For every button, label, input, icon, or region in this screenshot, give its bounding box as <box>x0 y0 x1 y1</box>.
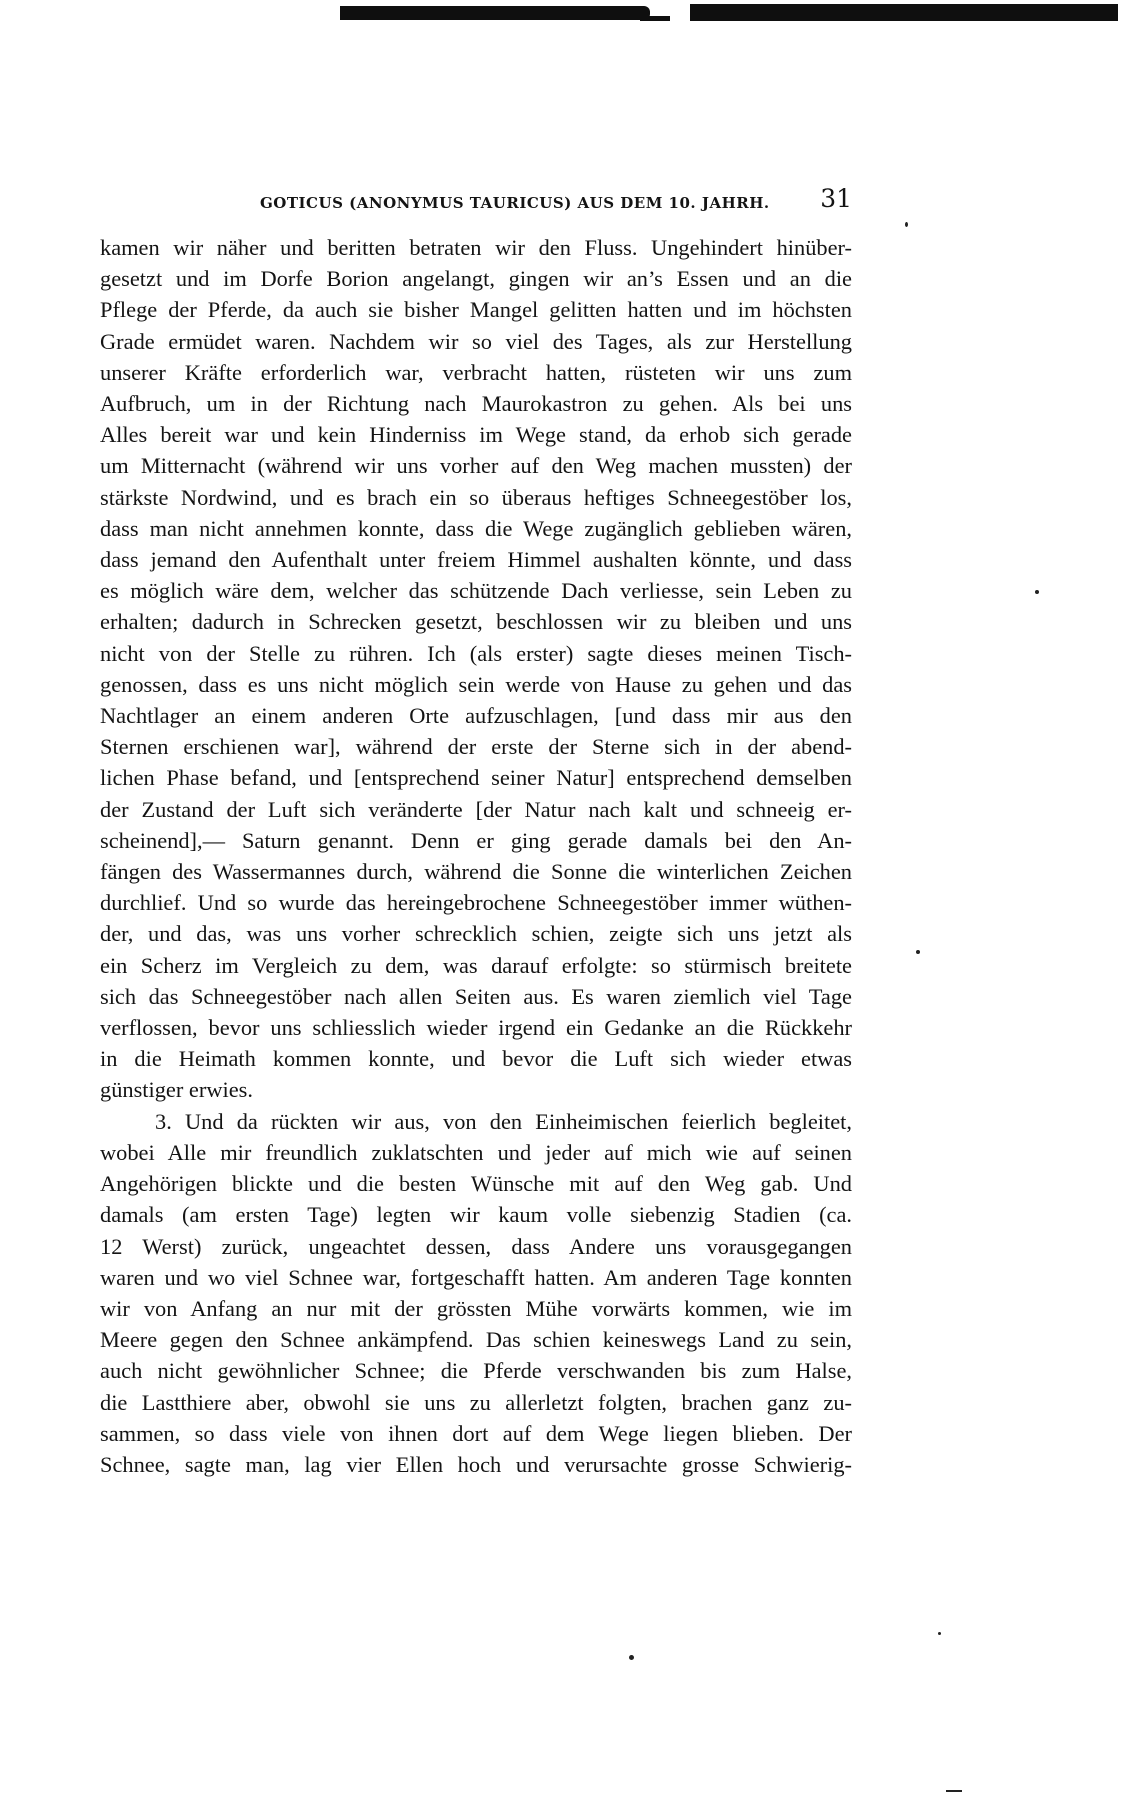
text-line: Angehörigen blickte und die besten Wünsche mit auf den Weg gab. Und <box>100 1171 852 1197</box>
text-line: scheinend],— Saturn genannt. Denn er ging gerade damals bei den An- <box>100 827 852 853</box>
text-line: nicht von der Stelle zu rühren. Ich (als erster) sagte dieses meinen Tisch- <box>100 640 852 666</box>
text-line: durchlief. Und so wurde das hereingebrochene Schneegestöber immer wüthen- <box>100 890 852 916</box>
text-line: damals (am ersten Tage) legten wir kaum volle siebenzig Stadien (ca. <box>100 1202 852 1228</box>
scan-speck <box>629 1655 634 1660</box>
text-line: genossen, dass es uns nicht möglich sein werde von Hause zu gehen und das <box>100 671 852 697</box>
text-line: Aufbruch, um in der Richtung nach Maurokastron zu gehen. Als bei uns <box>100 391 852 417</box>
text-line: Grade ermüdet waren. Nachdem wir so viel des Tages, als zur Herstellung <box>100 328 852 354</box>
text-line: lichen Phase befand, und [entsprechend seiner Natur] entsprechend demselben <box>100 765 852 791</box>
text-line: günstiger erwies. <box>100 1077 253 1103</box>
text-line: wir von Anfang an nur mit der grössten Mühe vorwärts kommen, wie im <box>100 1295 852 1321</box>
text-line: Meere gegen den Schnee ankämpfend. Das schien keineswegs Land zu sein, <box>100 1327 852 1353</box>
text-line: 3. Und da rückten wir aus, von den Einheimischen feierlich begleitet, <box>155 1108 852 1134</box>
text-line: auch nicht gewöhnlicher Schnee; die Pferde verschwanden bis zum Halse, <box>100 1358 852 1384</box>
text-line: Sternen erschienen war], während der erste der Sterne sich in der abend- <box>100 734 852 760</box>
text-line: gesetzt und im Dorfe Borion angelangt, gingen wir an’s Essen und an die <box>100 266 852 292</box>
text-line: es möglich wäre dem, welcher das schützende Dach verliesse, sein Leben zu <box>100 578 852 604</box>
text-line: stärkste Nordwind, und es brach ein so überaus heftiges Schneegestöber los, <box>100 484 852 510</box>
scan-speck <box>905 222 908 227</box>
page-number: 31 <box>820 184 852 213</box>
text-line: in die Heimath kommen konnte, und bevor die Luft sich wieder etwas <box>100 1046 852 1072</box>
text-line: dass jemand den Aufenthalt unter freiem Himmel aushalten könnte, und dass <box>100 547 852 573</box>
text-line: waren und wo viel Schnee war, fortgeschafft hatten. Am anderen Tage konnten <box>100 1264 852 1290</box>
scan-edge-artifact-mid <box>640 16 670 21</box>
running-head: GOTICUS (ANONYMUS TAURICUS) AUS DEM 10. JAHRH. <box>260 194 770 212</box>
body-text <box>100 232 852 1480</box>
text-line: erhalten; dadurch in Schrecken gesetzt, beschlossen wir zu bleiben und uns <box>100 609 852 635</box>
text-line: 12 Werst) zurück, ungeachtet dessen, dass Andere uns vorausgegangen <box>100 1233 852 1259</box>
text-line: der, und das, was uns vorher schrecklich schien, zeigte sich uns jetzt als <box>100 921 852 947</box>
scan-speck <box>1035 590 1039 594</box>
text-line: Pflege der Pferde, da auch sie bisher Mangel gelitten hatten und im höchsten <box>100 297 852 323</box>
text-line: um Mitternacht (während wir uns vorher auf den Weg machen mussten) der <box>100 453 852 479</box>
text-line: Nachtlager an einem anderen Orte aufzuschlagen, [und dass mir aus den <box>100 703 852 729</box>
scan-speck <box>916 950 920 954</box>
scan-speck <box>938 1632 941 1635</box>
text-line: die Lastthiere aber, obwohl sie uns zu allerletzt folgten, brachen ganz zu- <box>100 1389 852 1415</box>
text-line: Alles bereit war und kein Hinderniss im Wege stand, da erhob sich gerade <box>100 422 852 448</box>
text-line: sammen, so dass viele von ihnen dort auf dem Wege liegen blieben. Der <box>100 1420 852 1446</box>
text-line: fängen des Wassermannes durch, während die Sonne die winterlichen Zeichen <box>100 859 852 885</box>
text-line: Schnee, sagte man, lag vier Ellen hoch und verursachte grosse Schwierig- <box>100 1451 852 1477</box>
text-line: verflossen, bevor uns schliesslich wieder irgend ein Gedanke an die Rückkehr <box>100 1015 852 1041</box>
text-line: kamen wir näher und beritten betraten wir den Fluss. Ungehindert hinüber- <box>100 235 852 260</box>
text-line: dass man nicht annehmen konnte, dass die Wege zugänglich geblieben wären, <box>100 515 852 541</box>
scan-edge-artifact-left <box>340 6 650 20</box>
text-line: wobei Alle mir freundlich zuklatschten und jeder auf mich wie auf seinen <box>100 1139 852 1165</box>
text-line: ein Scherz im Vergleich zu dem, was darauf erfolgte: so stürmisch breitete <box>100 952 852 978</box>
scan-edge-artifact-right <box>690 4 1118 21</box>
text-line: unserer Kräfte erforderlich war, verbracht hatten, rüsteten wir uns zum <box>100 359 852 385</box>
text-line: der Zustand der Luft sich veränderte [der Natur nach kalt und schneeig er- <box>100 796 852 822</box>
page-header <box>100 184 852 218</box>
text-line: sich das Schneegestöber nach allen Seiten aus. Es waren ziemlich viel Tage <box>100 983 852 1009</box>
scan-speck <box>946 1790 962 1792</box>
